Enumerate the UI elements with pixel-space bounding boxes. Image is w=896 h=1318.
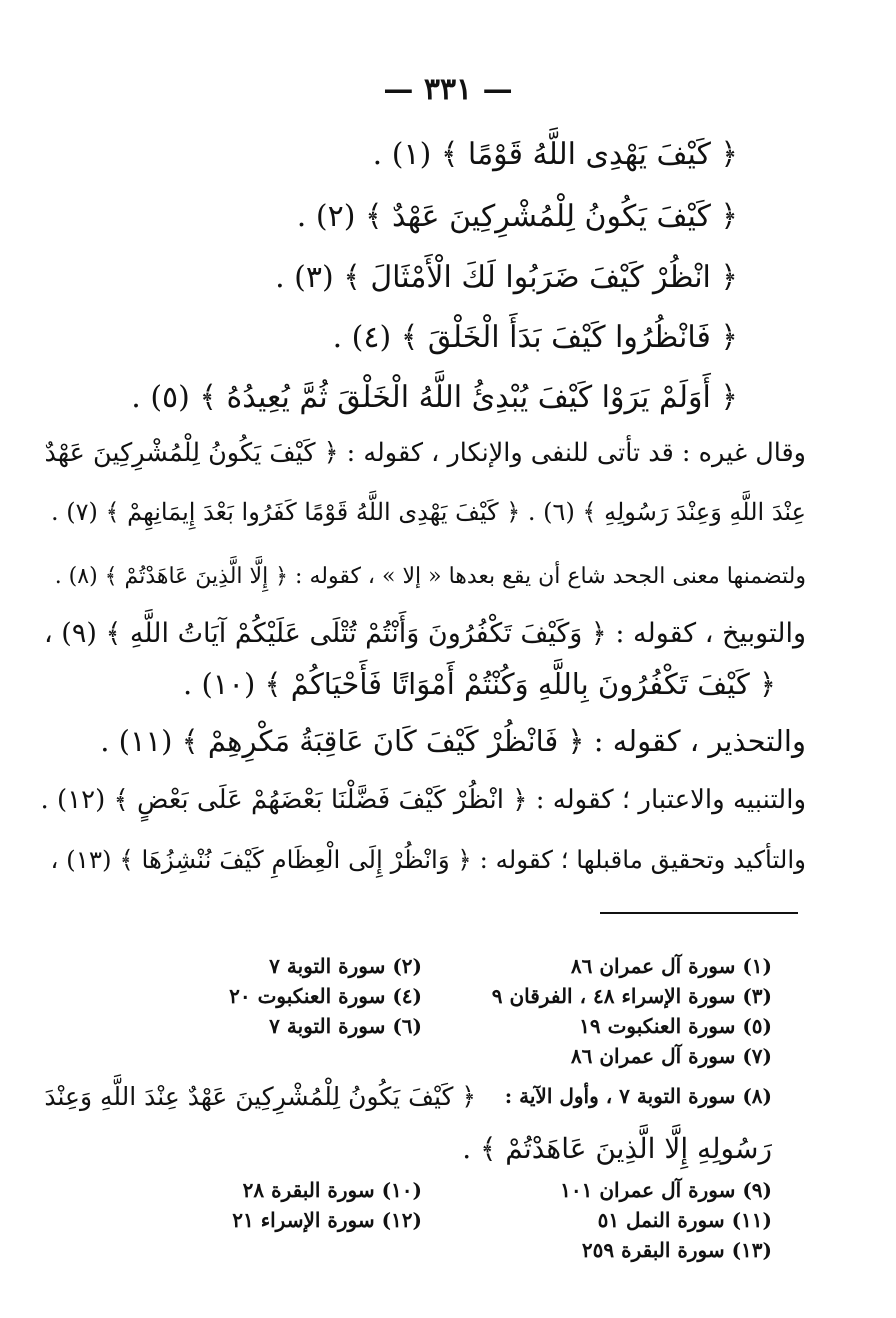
body-line: ﴿ كَيْفَ يَهْدِى اللَّهُ قَوْمًا ﴾ (١) .: [372, 137, 738, 172]
page-number: — ٣٣١ —: [383, 72, 513, 107]
footnote: (٣) سورة الإسراء ٤٨ ، الفرقان ٩: [491, 984, 772, 1008]
footnote: (١٢) سورة الإسراء ٢١: [232, 1208, 422, 1232]
body-line: ﴿ أَوَلَمْ يَرَوْا كَيْفَ يُبْدِئُ اللَّهُ الْخَلْقَ ثُمَّ يُعِيدُهُ ﴾ (٥) .: [131, 380, 738, 415]
body-line: ﴿ فَانْظُرُوا كَيْفَ بَدَأَ الْخَلْقَ ﴾ (٤) .: [332, 320, 738, 355]
footnote: (٥) سورة العنكبوت ١٩: [579, 1014, 772, 1038]
footnote: (١١) سورة النمل ٥١: [597, 1208, 772, 1232]
footnote: (١٣) سورة البقرة ٢٥٩: [581, 1238, 772, 1262]
footnote: (٨) سورة التوبة ٧ ، وأول الآية :: [504, 1084, 772, 1108]
footnote: (١) سورة آل عمران ٨٦: [570, 954, 772, 978]
footnote: (١٠) سورة البقرة ٢٨: [242, 1178, 422, 1202]
body-line: والتنبيه والاعتبار ؛ كقوله : ﴿ انْظُرْ كَيْفَ فَضَّلْنَا بَعْضَهُمْ عَلَى بَعْضٍ ﴾ (١٢) .: [40, 785, 806, 815]
body-line: ﴿ كَيْفَ يَكُونُ لِلْمُشْرِكِينَ عَهْدٌ ﴾ (٢) .: [296, 199, 738, 234]
body-line: والتوبيخ ، كقوله : ﴿ وَكَيْفَ تَكْفُرُونَ وَأَنْتُمْ تُتْلَى عَلَيْكُمْ آيَاتُ اللَّهِ ﴾ (٩) ،: [43, 618, 806, 649]
footnote: (٩) سورة آل عمران ١٠١: [560, 1178, 772, 1202]
footnote: (٦) سورة التوبة ٧: [269, 1014, 422, 1038]
body-line: والتأكيد وتحقيق ماقبلها ؛ كقوله : ﴿ وَانْظُرْ إِلَى الْعِظَامِ كَيْفَ نُنْشِزُهَا ﴾ (١٣) ،: [50, 845, 806, 874]
body-line: ﴿ انْظُرْ كَيْفَ ضَرَبُوا لَكَ الْأَمْثَالَ ﴾ (٣) .: [275, 260, 738, 295]
body-line: وقال غيره : قد تأتى للنفى والإنكار ، كقوله : ﴿ كَيْفَ يَكُونُ لِلْمُشْرِكِينَ عَهْدٌ: [44, 438, 806, 468]
footnote-verse: رَسُولِهِ إِلَّا الَّذِينَ عَاهَدْتُمْ ﴾ .: [462, 1132, 772, 1165]
body-line: ولتضمنها معنى الجحد شاع أن يقع بعدها « إلا » ، كقوله : ﴿ إِلَّا الَّذِينَ عَاهَدْتُمْ ﴾ (٨) .: [54, 564, 806, 589]
footnote: (٤) سورة العنكبوت ٢٠: [229, 984, 422, 1008]
body-line: عِنْدَ اللَّهِ وَعِنْدَ رَسُولِهِ ﴾ (٦) . ﴿ كَيْفَ يَهْدِى اللَّهُ قَوْمًا كَفَرُوا بَعْدَ إِيمَانِهِمْ ﴾ (٧) .: [50, 498, 806, 526]
body-line: والتحذير ، كقوله : ﴿ فَانْظُرْ كَيْفَ كَانَ عَاقِبَةُ مَكْرِهِمْ ﴾ (١١) .: [100, 724, 806, 758]
footnote: (٧) سورة آل عمران ٨٦: [570, 1044, 772, 1068]
footnote: (٢) سورة التوبة ٧: [269, 954, 422, 978]
footnote-verse: ﴿ كَيْفَ يَكُونُ لِلْمُشْرِكِينَ عَهْدٌ عِنْدَ اللَّهِ وَعِنْدَ: [44, 1082, 476, 1111]
footnote-separator: [600, 912, 798, 914]
body-line: ﴿ كَيْفَ تَكْفُرُونَ بِاللَّهِ وَكُنْتُمْ أَمْوَاتًا فَأَحْيَاكُمْ ﴾ (١٠) .: [183, 667, 776, 701]
